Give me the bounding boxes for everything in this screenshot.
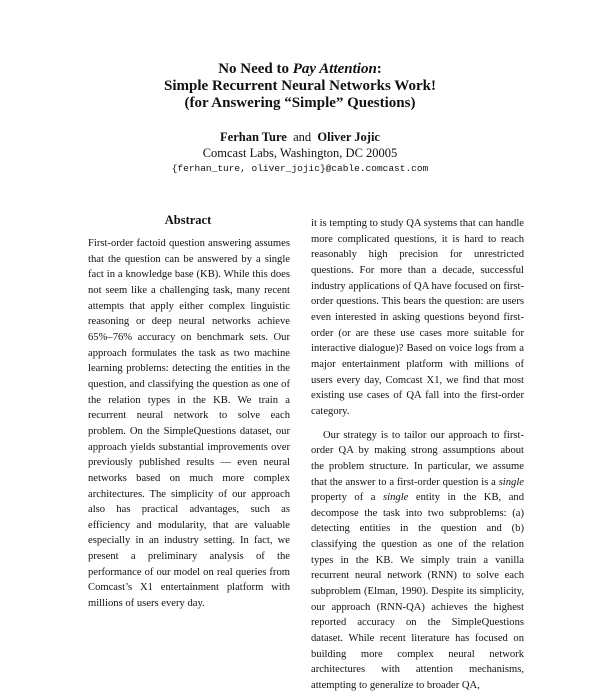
abstract-paragraph: First-order factoid question answering assumes that the question can be answered by a single fact in a knowledge base (KB). While this does not seem like a challenging task, many recent attempts that apply either complex linguistic reasoning or deep neural networks achieve 65%–76% accuracy on benchmark sets. Our approach formulates the task as two machine learning problems: detecting the entities in the question, and classifying the question as one of the relation types in the KB. We train a recurrent neural network to solve each problem. On the SimpleQuestions dataset, our approach yields substantial improvements over previously published results — even neural networks based on much more complex architectures. The simplicity of our approach also has practical advantages, such as efficiency and modularity, that are valuable especially in an industry setting. In fact, we present a preliminary analysis of the performance of our model on real queries from Comcast’s X1 entertainment platform with millions of users every day. [88,238,290,610]
title-emphasis: Pay Attention [292,61,377,77]
title-line-2: Simple Recurrent Neural Networks Work! [164,78,436,94]
intro-paragraph-1: it is tempting to study QA systems that can handle more complicated questions, it is hard to reach reasonably high precision for unrestricted questions. For more than a decade, successful industry applications of QA have focused on first-order questions. This bears the question: are users even interested in asking questions beyond first-order (or are these use cases more suitable for interactive dialogue)? Based on voice logs from a major entertainment platform with millions of users every day, Comcast X1, we find that most existing use cases of QA fall into the first-order category. [311,218,524,417]
author-2: Oliver Jojic [317,130,380,144]
author-email: {ferhan_ture, oliver_jojic}@cable.comcast.com [171,163,429,174]
paper-title [0,61,600,112]
affiliation: Comcast Labs, Washington, DC 20005 [202,146,398,160]
intro-paragraph-2: Our strategy is to tailor our approach to first-order QA by making strong assumptions about the problem structure. In particular, we assume that the answer to a first-order question is a single property of a single entity in the KB, and decompose the task into two subproblems: (a) detecting entities in the question and (b) classifying the question as one of the relation types in the KB. We simply train a vanilla recurrent neural network (RNN) to solve each subproblem (Elman, 1990). Despite its simplicity, our approach (RNN-QA) achieves the highest reported accuracy on the SimpleQuestions dataset. While recent literature has focused on building more complex neural network architectures with attention mechanisms, attempting to generalize to broader QA, [311,429,524,692]
intro-column [311,216,524,694]
author-1: Ferhan Ture [220,130,287,144]
author-line [0,130,600,145]
author-separator: and [293,130,312,144]
title-line-3: (for Answering “Simple” Questions) [184,95,416,111]
abstract-body [88,236,290,612]
abstract-heading: Abstract [164,213,212,227]
title-line-1: No Need to Pay Attention: [218,61,382,77]
